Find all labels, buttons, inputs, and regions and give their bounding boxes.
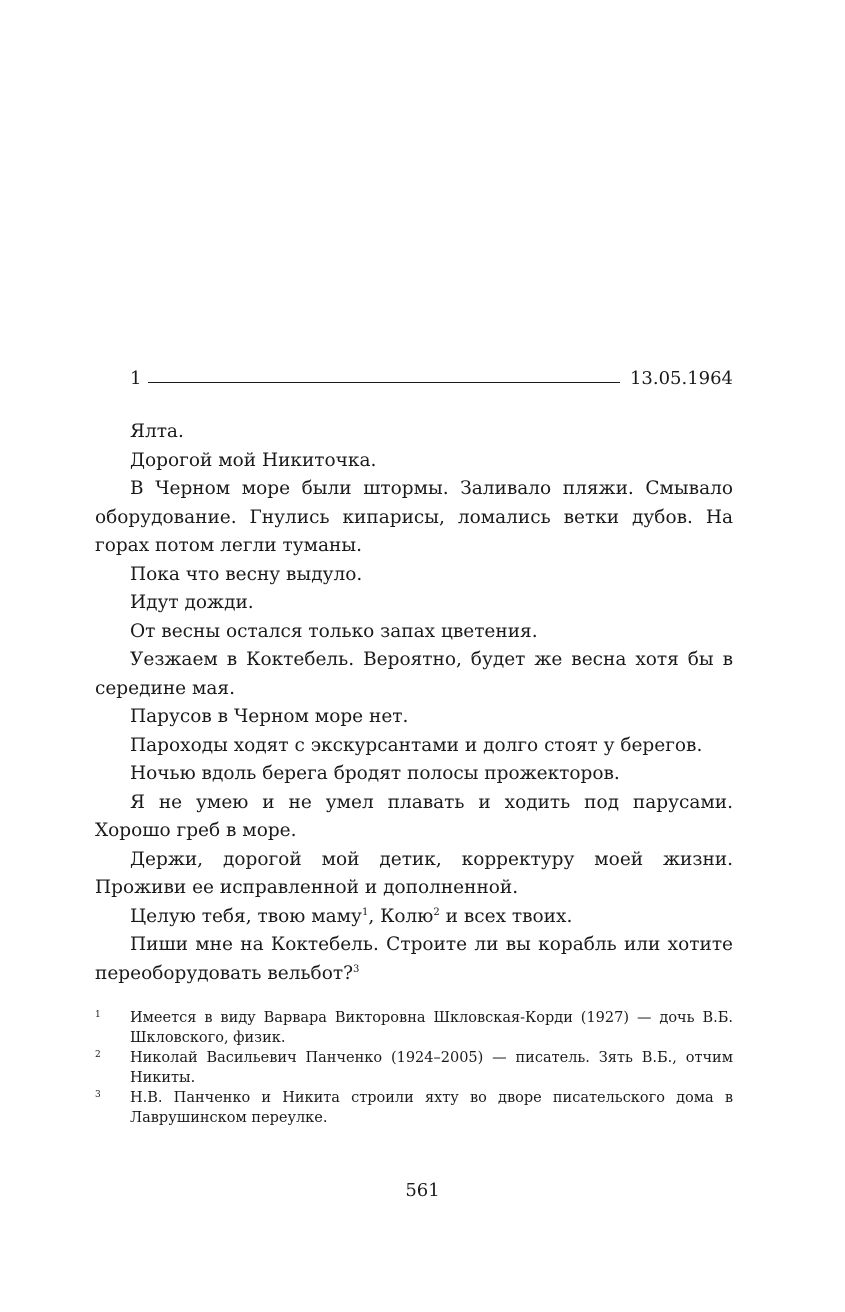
letter-date: 13.05.1964 xyxy=(629,368,733,389)
write-text: Пиши мне на Коктебель. Строите ли вы корабль или хотите переоборудовать вельбот? xyxy=(95,934,733,984)
footnote xyxy=(95,1088,733,1128)
footnote-ref-2: 2 xyxy=(433,906,440,918)
kiss-text-3: и всех твоих. xyxy=(439,905,573,927)
footnote-text: Н.В. Панченко и Никита строили яхту во дворе писательского дома в Лаврушинском переулке. xyxy=(130,1090,733,1126)
footnotes xyxy=(95,1008,733,1128)
kiss-text-1: Целую тебя, твою маму xyxy=(130,905,362,927)
footnote xyxy=(95,1048,733,1088)
paragraph: Ночью вдоль берега бродят полосы прожекторов. xyxy=(130,763,620,784)
paragraph: Дорогой мой Никиточка. xyxy=(130,449,377,471)
paragraph: Ялта. xyxy=(130,421,184,442)
paragraph: Пароходы ходят с экскурсантами и долго стоят у берегов. xyxy=(130,734,703,756)
footnote-mark: 2 xyxy=(95,1050,101,1060)
paragraph: Идут дожди. xyxy=(130,592,254,613)
header-rule xyxy=(148,382,620,383)
paragraph: Парусов в Черном море нет. xyxy=(130,706,409,727)
letter-body xyxy=(95,418,733,988)
footnote xyxy=(95,1008,733,1048)
paragraph: Я не умею и не умел плавать и ходить под парусами. Хорошо греб в море. xyxy=(95,791,733,841)
footnote-ref-1: 1 xyxy=(361,906,369,918)
paragraph: Держи, дорогой мой детик, корректуру моей жизни. Проживи ее исправленной и дополненной. xyxy=(95,848,733,898)
page-number: 561 xyxy=(405,1180,440,1201)
paragraph: Пока что весну выдуло. xyxy=(130,563,363,585)
footnote-mark: 1 xyxy=(95,1010,101,1020)
paragraph: От весны остался только запах цветения. xyxy=(130,620,538,642)
paragraph: Уезжаем в Коктебель. Вероятно, будет же весна хотя бы в середине мая. xyxy=(95,649,733,699)
paragraph-write xyxy=(95,931,733,988)
paragraph-kiss xyxy=(95,903,733,932)
footnote-mark: 3 xyxy=(95,1090,101,1100)
paragraph: В Черном море были штормы. Заливало пляжи. Смывало оборудование. Гнулись кипарисы, ломались ветки дубов. На горах потом легли туманы. xyxy=(95,478,733,556)
letter-header xyxy=(130,363,733,389)
footnote-text: Николай Васильевич Панченко (1924–2005) — писатель. Зять В.Б., отчим Никиты. xyxy=(130,1050,733,1086)
footnote-ref-3: 3 xyxy=(353,963,360,975)
kiss-text-2: , Колю xyxy=(368,905,434,927)
letter-number: 1 xyxy=(130,368,142,389)
footnote-text: Имеется в виду Варвара Викторовна Шкловская-Корди (1927) — дочь В.Б. Шкловского, физик. xyxy=(130,1010,733,1046)
